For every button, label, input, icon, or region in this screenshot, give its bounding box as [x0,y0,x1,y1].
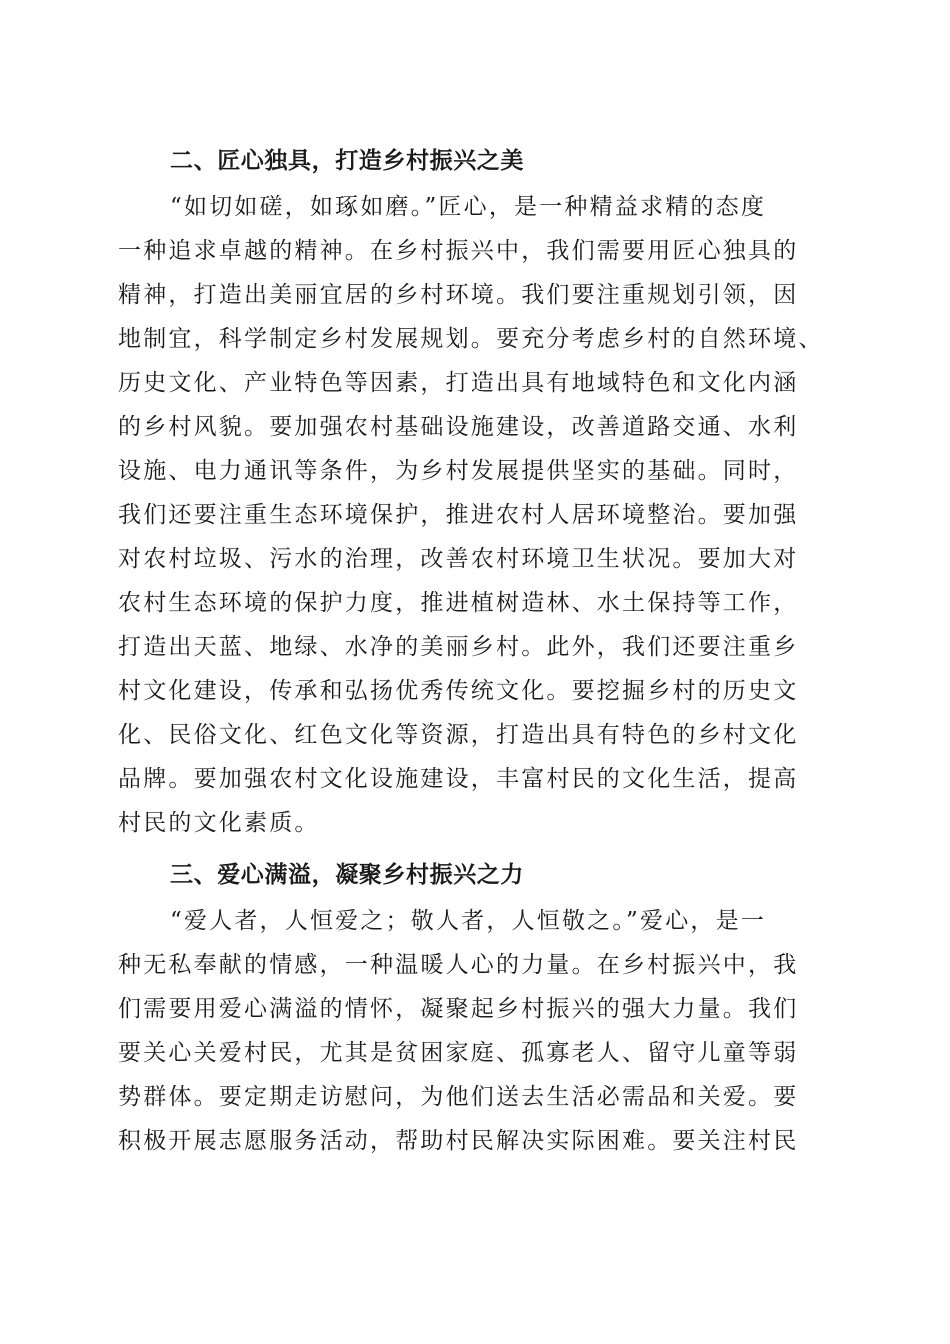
section-heading-2: 二、匠心独具，打造乡村振兴之美 [170,148,524,174]
paragraph-line: 历史文化、产业特色等因素，打造出具有地域特色和文化内涵 [118,370,799,396]
paragraph-line: 要关心关爱村民，尤其是贫困家庭、孤寡老人、留守儿童等弱 [118,1040,799,1066]
paragraph-line: 的乡村风貌。要加强农村基础设施建设，改善道路交通、水利 [118,414,799,440]
paragraph-line: 化、民俗文化、红色文化等资源，打造出具有特色的乡村文化 [118,722,799,748]
section-heading-3: 三、爱心满溢，凝聚乡村振兴之力 [170,862,524,888]
paragraph-line: “如切如磋，如琢如磨。”匠心，是一种精益求精的态度 [170,194,767,220]
paragraph-line: 势群体。要定期走访慰问，为他们送去生活必需品和关爱。要 [118,1084,799,1110]
paragraph-line: 村民的文化素质。 [118,810,320,836]
paragraph-line: 设施、电力通讯等条件，为乡村发展提供坚实的基础。同时， [118,458,799,484]
paragraph-line: 积极开展志愿服务活动，帮助村民解决实际困难。要关注村民 [118,1128,799,1154]
paragraph-line: 品牌。要加强农村文化设施建设，丰富村民的文化生活，提高 [118,766,799,792]
paragraph-line: “爱人者，人恒爱之；敬人者，人恒敬之。”爱心，是一 [170,908,767,934]
paragraph-line: 种无私奉献的情感，一种温暖人心的力量。在乡村振兴中，我 [118,952,799,978]
paragraph-line: 们需要用爱心满溢的情怀，凝聚起乡村振兴的强大力量。我们 [118,996,799,1022]
paragraph-line: 对农村垃圾、污水的治理，改善农村环境卫生状况。要加大对 [118,546,799,572]
paragraph-line: 一种追求卓越的精神。在乡村振兴中，我们需要用匠心独具的 [118,238,799,264]
paragraph-line: 村文化建设，传承和弘扬优秀传统文化。要挖掘乡村的历史文 [118,678,799,704]
paragraph-line: 精神，打造出美丽宜居的乡村环境。我们要注重规划引领，因 [118,282,799,308]
paragraph-line: 我们还要注重生态环境保护，推进农村人居环境整治。要加强 [118,502,799,528]
paragraph-line: 农村生态环境的保护力度，推进植树造林、水土保持等工作， [118,590,799,616]
paragraph-line: 打造出天蓝、地绿、水净的美丽乡村。此外，我们还要注重乡 [118,634,799,660]
paragraph-line: 地制宜，科学制定乡村发展规划。要充分考虑乡村的自然环境、 [118,326,824,352]
